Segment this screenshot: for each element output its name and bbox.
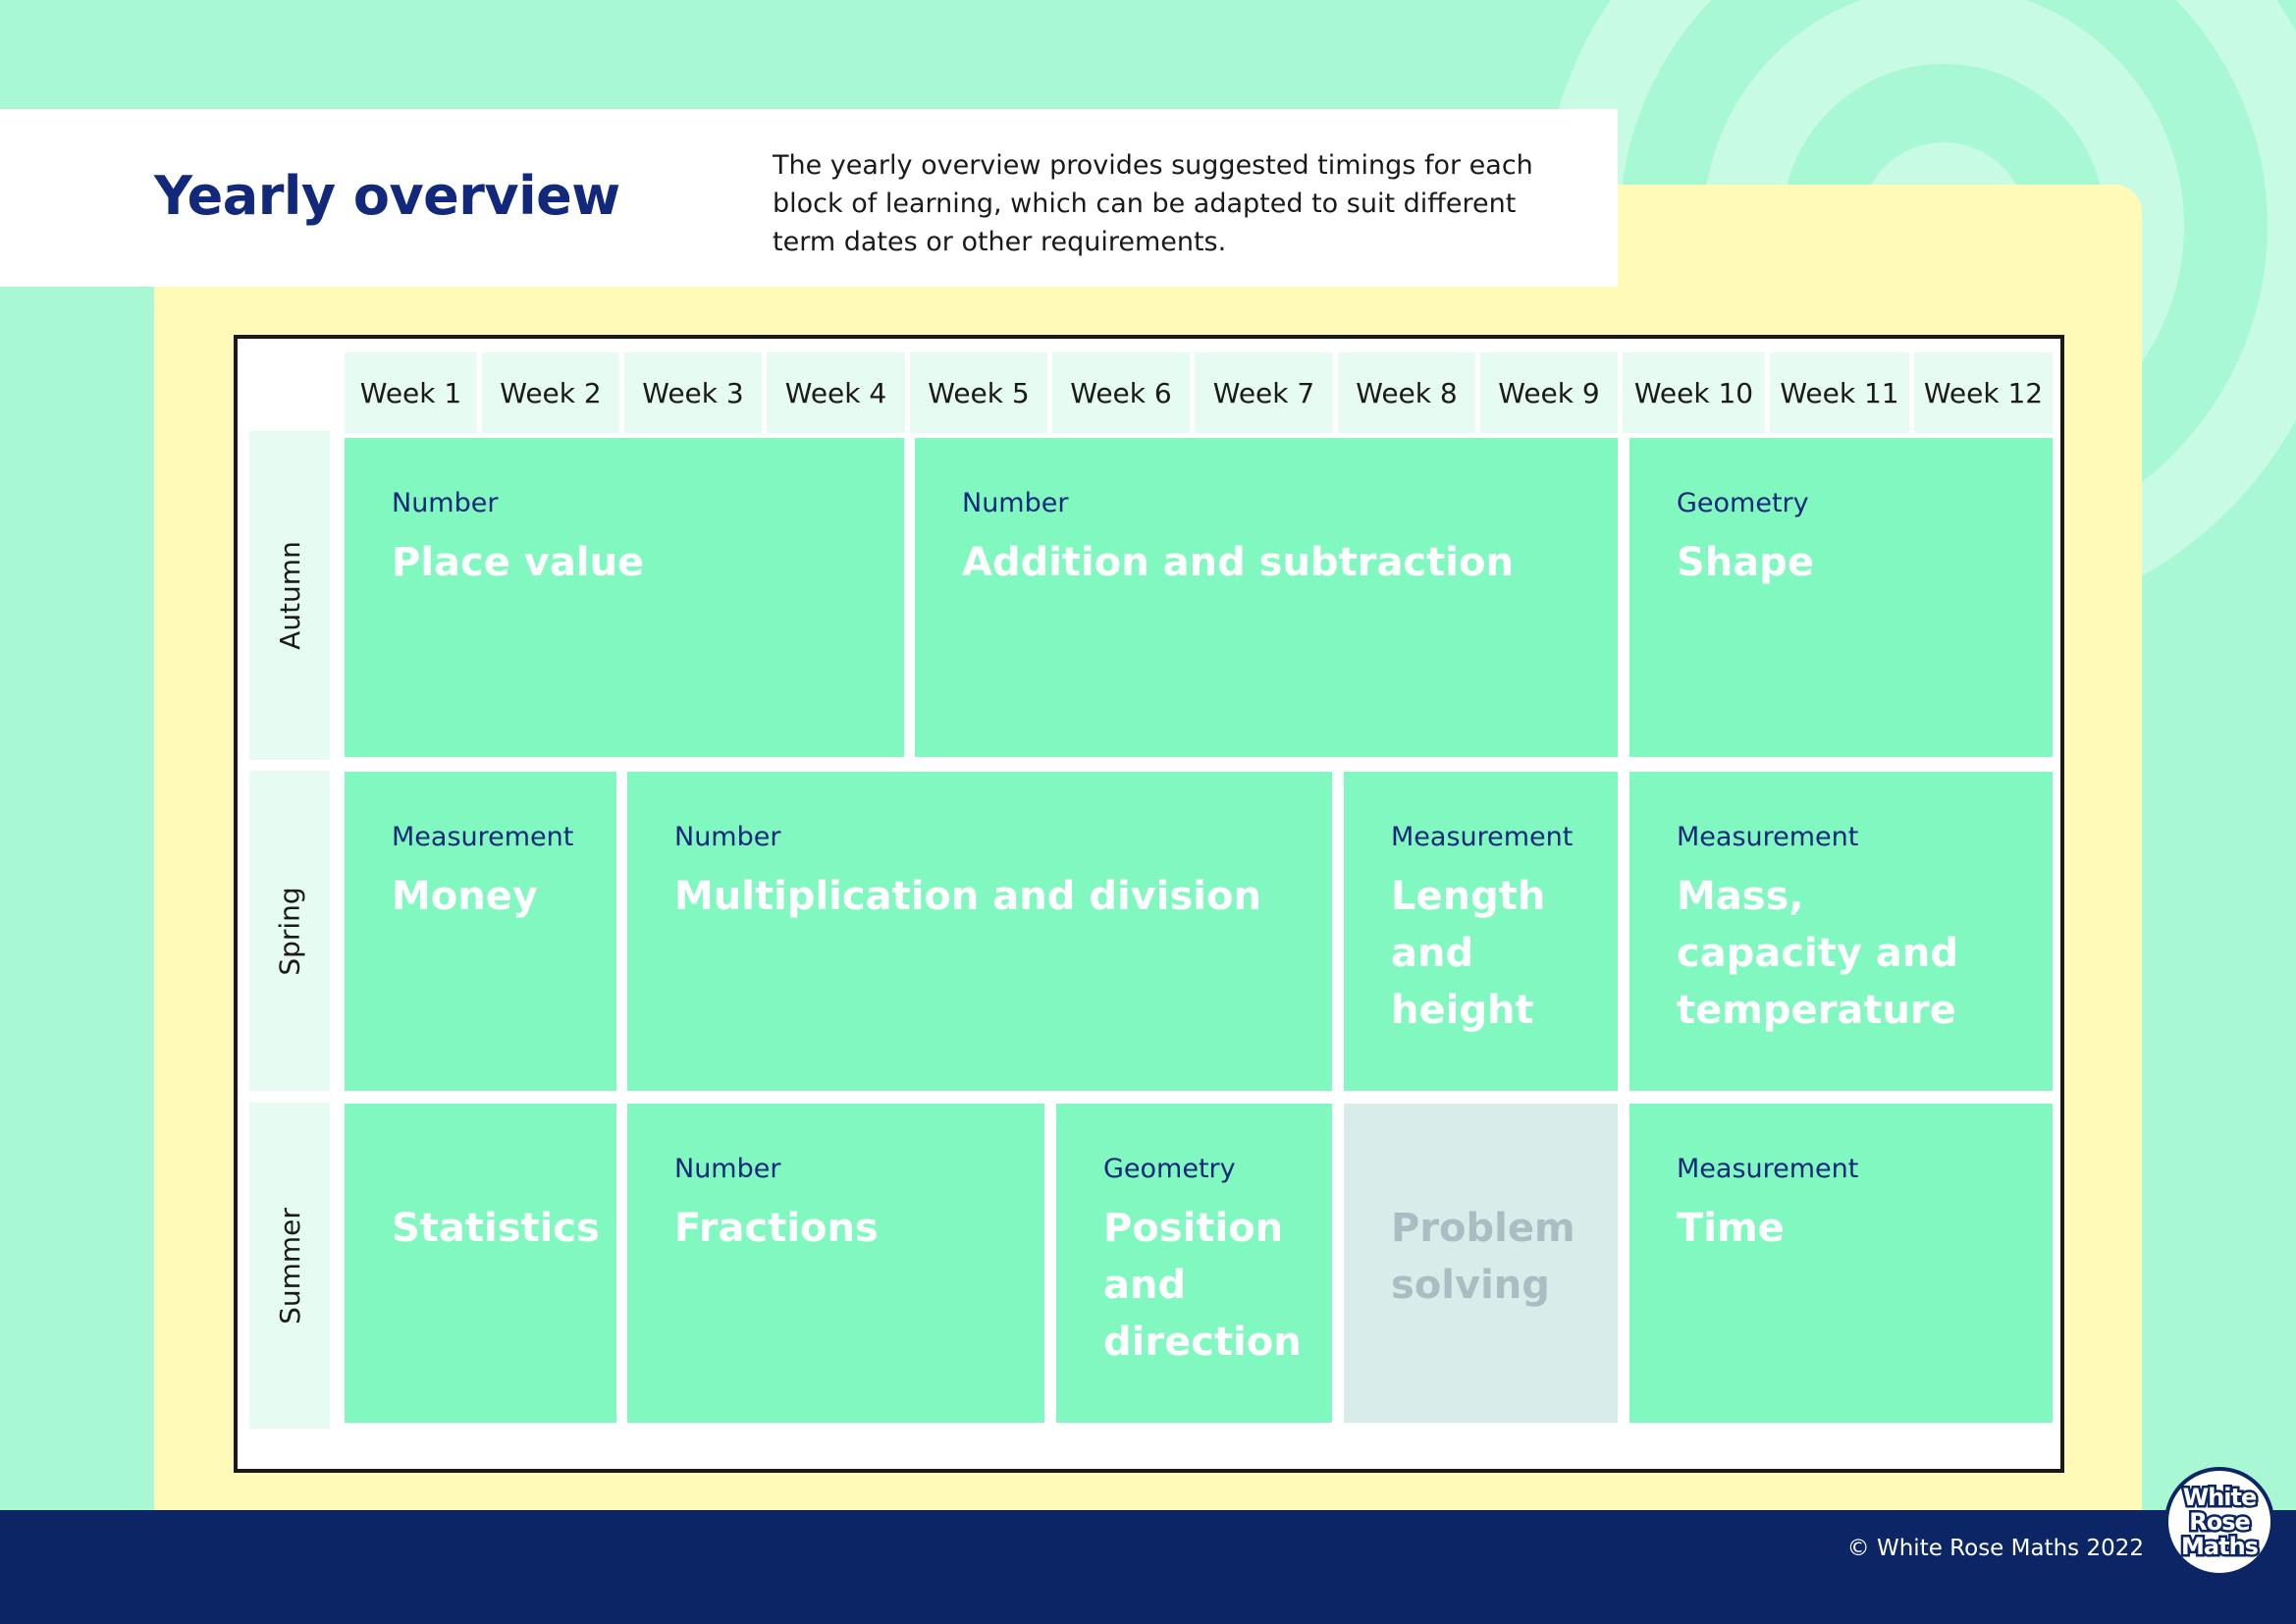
block-title: Problem solving [1391, 1206, 1575, 1308]
block-category [1391, 1153, 1598, 1186]
block-summer-statistics [345, 1104, 616, 1423]
week-header-8: Week 8 [1338, 352, 1475, 433]
block-autumn-shape [1629, 438, 2053, 757]
block-category: Measurement [1391, 822, 1574, 852]
block-summer-time [1629, 1104, 2053, 1423]
block-spring-length-and-height [1344, 772, 1618, 1091]
white-rose-maths-logo[interactable]: White Rose Maths [2164, 1467, 2274, 1577]
block-title: Place value [392, 540, 645, 585]
term-label-spring: Spring [249, 771, 330, 1091]
block-category: Geometry [1677, 488, 1809, 518]
block-title: Length and height [1391, 874, 1546, 1033]
block-title: Addition and subtraction [962, 540, 1514, 585]
term-label-autumn: Autumn [249, 431, 330, 760]
block-category: Measurement [392, 822, 574, 852]
block-title: Time [1677, 1206, 1785, 1251]
block-category: Number [392, 488, 499, 518]
week-header-11: Week 11 [1770, 352, 1909, 433]
week-header-10: Week 10 [1623, 352, 1765, 433]
week-header-6: Week 6 [1052, 352, 1190, 433]
block-autumn-addition-and-subtraction [915, 438, 1618, 757]
week-header-4: Week 4 [767, 352, 905, 433]
intro-text: The yearly overview provides suggested timings for each block of learning, which can be adapted to suit different term dates or other requirements. [773, 150, 1533, 257]
week-header-2: Week 2 [482, 352, 619, 433]
block-category: Geometry [1103, 1154, 1236, 1184]
copyright-text: © White Rose Maths 2022 [1846, 1536, 2144, 1561]
block-spring-mass-capacity-temperature [1629, 772, 2053, 1091]
block-summer-problem-solving [1344, 1104, 1618, 1423]
block-category: Number [674, 1154, 781, 1184]
block-title: Mass, capacity and temperature [1677, 874, 1958, 1033]
week-header-5: Week 5 [910, 352, 1047, 433]
block-category: Measurement [1677, 822, 1859, 852]
block-category: Measurement [1677, 1154, 1859, 1184]
block-category: Number [674, 822, 781, 852]
block-title: Money [392, 874, 538, 919]
week-header-12: Week 12 [1914, 352, 2053, 433]
block-title: Fractions [674, 1206, 879, 1251]
block-title: Multiplication and division [674, 874, 1261, 919]
block-title: Position and direction [1103, 1206, 1302, 1365]
block-autumn-place-value [345, 438, 904, 757]
block-title: Shape [1677, 540, 1815, 585]
block-category [392, 1153, 597, 1186]
block-category: Number [962, 488, 1069, 518]
page-title: Yearly overview [154, 165, 620, 227]
week-header-7: Week 7 [1195, 352, 1333, 433]
week-header-1: Week 1 [345, 352, 477, 433]
week-header-9: Week 9 [1480, 352, 1618, 433]
block-title: Statistics [392, 1206, 600, 1251]
block-spring-multiplication-and-division [627, 772, 1332, 1091]
footer-bar [0, 1510, 2296, 1624]
block-summer-position-and-direction [1056, 1104, 1332, 1423]
week-header-3: Week 3 [624, 352, 762, 433]
term-label-summer: Summer [249, 1103, 330, 1429]
block-spring-money [345, 772, 616, 1091]
block-summer-fractions [627, 1104, 1044, 1423]
